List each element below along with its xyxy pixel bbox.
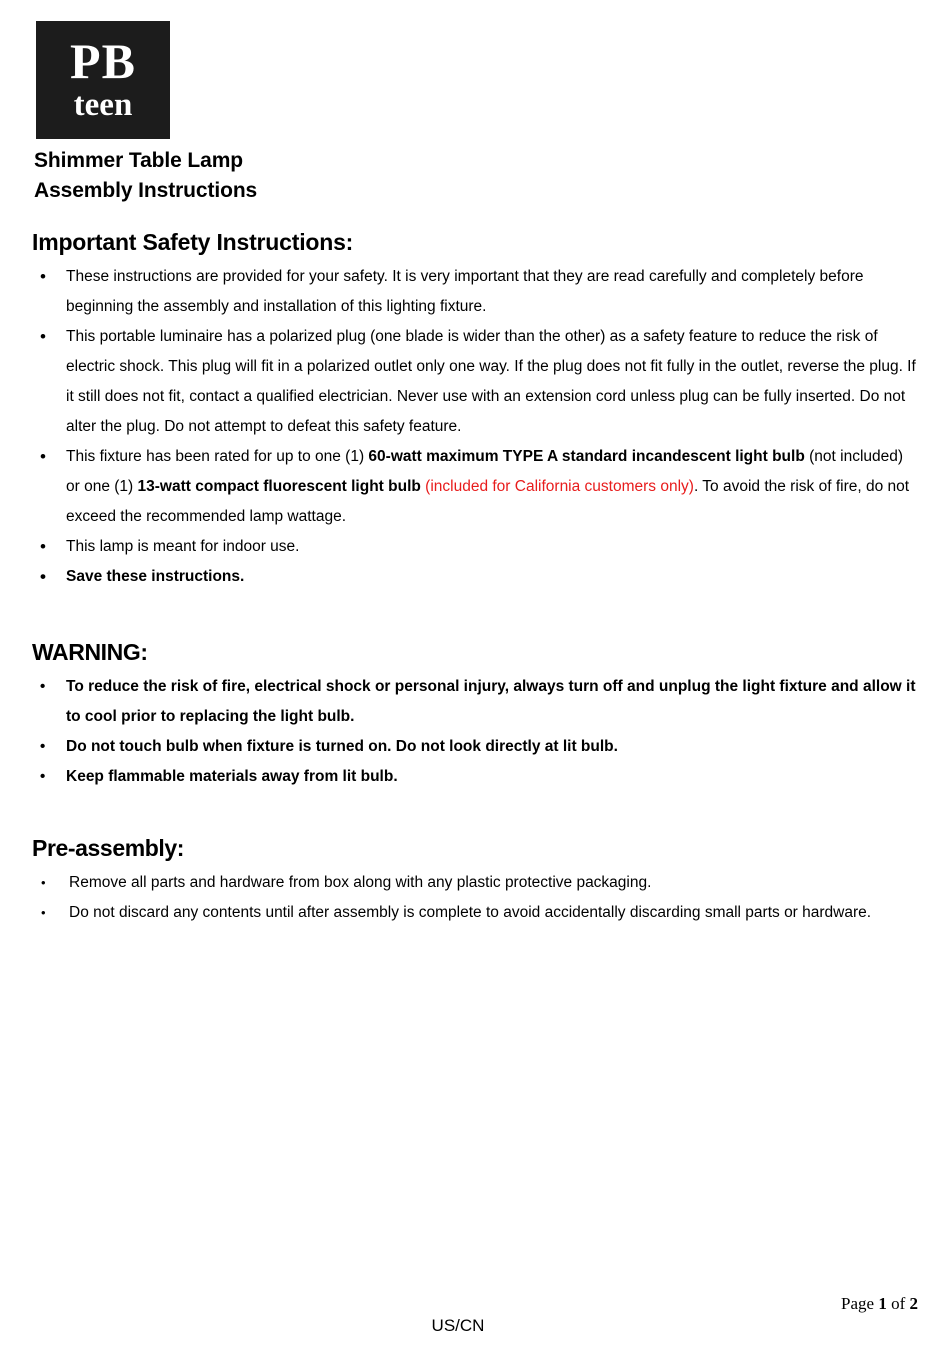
list-item: • Save these instructions. [32,562,920,592]
list-item: • These instructions are provided for your safety. It is very important that they are read carefully and completely before beginning the assembly and installation of this lighting fixture. [32,262,920,322]
section-spacer [32,592,920,638]
page-label: Page [841,1294,875,1313]
page-of-label: of [891,1294,906,1313]
safety-section-heading: Important Safety Instructions: [32,229,354,255]
list-item: • This portable luminaire has a polarized plug (one blade is wider than the other) as a safety feature to reduce the risk of electric shock. This plug will fit in a polarized outlet only one way. If the plug does not fit fully in the outlet, reverse the plug. If it still does not fit, contact a qualified electrician. Never use with an extension cord unless plug can be fully inserted. Do not alter the plug. Do not attempt to defeat this safety feature. [32,322,920,442]
page-title-line-2: Assembly Instructions [34,179,258,202]
page-title-line-1: Shimmer Table Lamp [34,149,244,172]
page-number-footer [841,1294,918,1314]
page-total-number: 2 [909,1294,918,1313]
document-body [32,228,920,928]
bulb-rating-bold-fluorescent: 13-watt compact fluorescent light bulb [137,478,421,495]
list-item: • Do not discard any contents until after assembly is complete to avoid accidentally discarding small parts or hardware. [32,898,920,928]
preassembly-section-heading: Pre-assembly: [32,835,185,861]
list-item: • This lamp is meant for indoor use. [32,532,920,562]
bulb-rating-bold-incandescent: 60-watt maximum TYPE A standard incandescent light bulb [368,448,805,465]
bulb-rating-text-part-2: (not included) or one (1) [66,448,904,495]
pbteen-logo [36,21,170,139]
california-note: (included for California customers only) [425,478,694,495]
logo-text-pb: PB [70,33,136,90]
warning-bullet-list [32,672,920,792]
list-item: • Do not touch bulb when fixture is turned on. Do not look directly at lit bulb. [32,732,920,762]
page-current-number: 1 [878,1294,887,1313]
warning-section-heading: WARNING: [32,639,148,665]
safety-bullet-list [32,262,920,592]
preassembly-bullet-list [32,868,920,928]
logo-text-teen: teen [73,87,133,124]
list-item: • To reduce the risk of fire, electrical shock or personal injury, always turn off and unplug the light fixture and allow it to cool prior to replacing the light bulb. [32,672,920,732]
section-spacer [32,792,920,834]
page-title [34,146,734,206]
bulb-rating-text-part-4: . To avoid the risk of fire, do not exceed the recommended lamp wattage. [66,478,910,525]
bulb-rating-text-part-1: This fixture has been rated for up to one (1) [66,448,369,465]
region-code-footer: US/CN [431,1316,485,1335]
list-item [32,442,920,532]
list-item: • Keep flammable materials away from lit bulb. [32,762,920,792]
list-item: • Remove all parts and hardware from box along with any plastic protective packaging. [32,868,920,898]
